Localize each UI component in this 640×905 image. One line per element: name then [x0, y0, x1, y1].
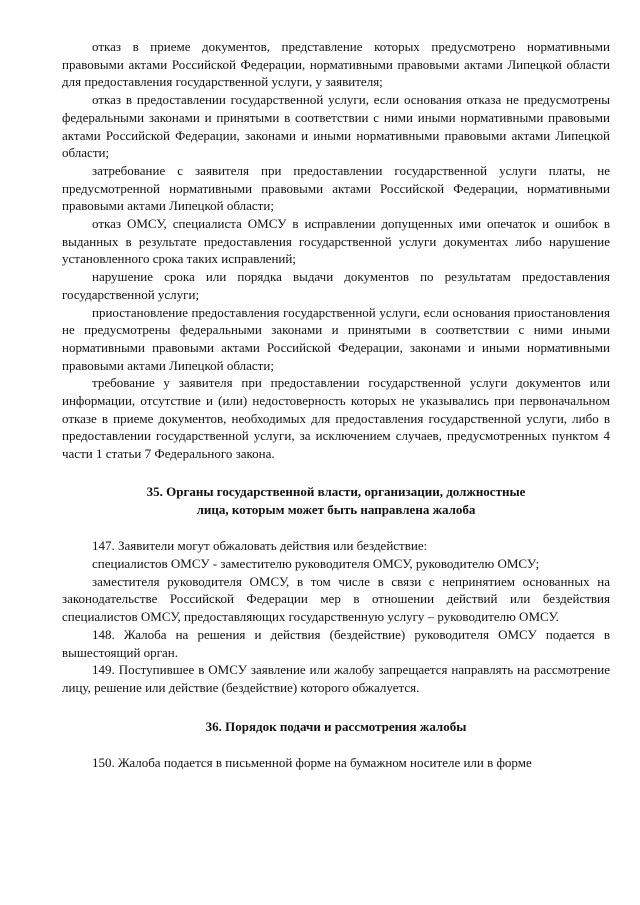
list-item: нарушение срока или порядка выдачи документов по результатам предоставления государственной услуги;	[62, 269, 610, 302]
document-page	[62, 38, 610, 772]
section-35-heading-line-2: лица, которым может быть направлена жалоба	[196, 501, 476, 517]
section-35-heading-line-1: 35. Органы государственной власти, организации, должностные	[146, 483, 526, 499]
section-36-heading: 36. Порядок подачи и рассмотрения жалобы	[205, 718, 467, 734]
paragraph-147: 147. Заявители могут обжаловать действия или бездействие:	[92, 538, 428, 554]
paragraph-specialists: специалистов ОМСУ - заместителю руководителя ОМСУ, руководителю ОМСУ;	[92, 555, 540, 571]
list-item: отказ в предоставлении государственной услуги, если основания отказа не предусмотрены федеральными законами и принятыми в соответствии с ними иными нормативными правовыми актами Российской Федерации, законами и иными нормативными правовыми актами Липецкой области;	[62, 92, 610, 161]
list-item: приостановление предоставления государственной услуги, если основания приостановления не предусмотрены федеральными законами и принятыми в соответствии с ними иными нормативными правовыми актами Российской Федерации, законами и иными нормативными правовыми актами Липецкой области;	[62, 304, 610, 373]
paragraph-deputy: заместителя руководителя ОМСУ, в том числе в связи с непринятием основанных на законодательстве Российской Федерации мер в отношении действий или бездействия специалистов ОМСУ, предоставляющих государственную услугу – руководителю ОМСУ.	[62, 573, 610, 625]
paragraph-149: 149. Поступившее в ОМСУ заявление или жалобу запрещается направлять на рассмотрение лицу, решение или действие (бездействие) которого обжалуется.	[62, 662, 610, 695]
list-item: отказ ОМСУ, специалиста ОМСУ в исправлении допущенных ими опечаток и ошибок в выданных в результате предоставления государственной услуги документах либо нарушение установленного срока таких исправлений;	[62, 216, 610, 267]
section-35-heading	[62, 483, 610, 518]
list-item: отказ в приеме документов, представление которых предусмотрено нормативными правовыми актами Российской Федерации, нормативными правовыми актами Липецкой области для предоставления государственной услуги, у заявителя;	[62, 39, 610, 90]
paragraph-148: 148. Жалоба на решения и действия (бездействие) руководителя ОМСУ подается в вышестоящий орган.	[62, 626, 610, 660]
list-item: затребование с заявителя при предоставлении государственной услуги платы, не предусмотренной нормативными правовыми актами Российской Федерации, нормативными правовыми актами Липецкой области;	[62, 162, 610, 214]
paragraph-150: 150. Жалоба подается в письменной форме на бумажном носителе или в форме	[92, 755, 532, 771]
list-item: требование у заявителя при предоставлении государственной услуги документов или информации, отсутствие и (или) недостоверность которых не указывались при первоначальном отказе в приеме документов, необходимых для предоставления государственной услуги, либо в предоставлении государственной услуги, за исключением случаев, предусмотренных пунктом 4 части 1 статьи 7 Федерального закона.	[62, 375, 610, 462]
